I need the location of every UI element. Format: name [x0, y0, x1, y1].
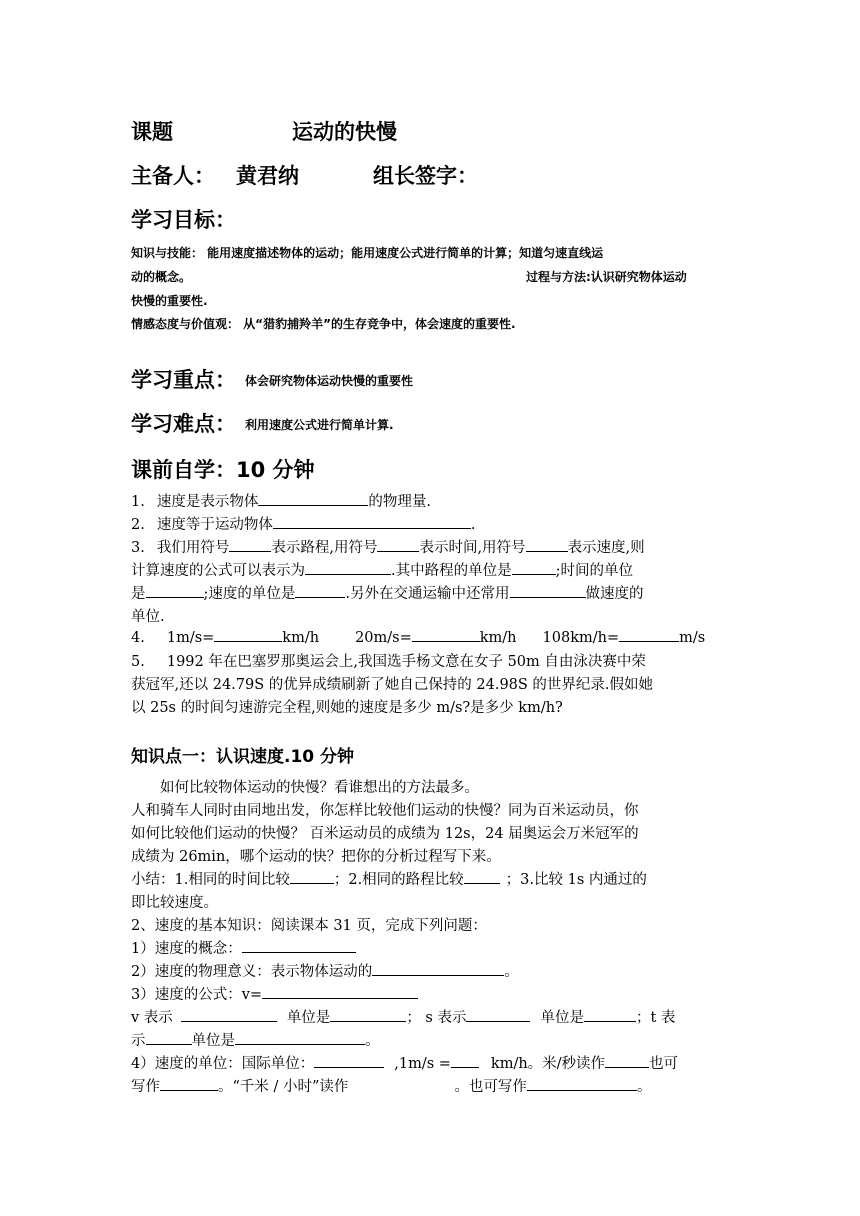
objectives-line4: 情感态度与价值观： 从“猎豹捕羚羊”的生存竞争中，体会速度的重要性. — [131, 317, 516, 331]
q5-line2: 获冠军,还以 24.79S 的优异成绩刷新了她自己保持的 24.98S 的世界纪录.假如她 — [131, 677, 654, 693]
k1-sum-a: 小结：1.相同的时间比较 — [131, 872, 290, 888]
q3-blank-formula[interactable] — [305, 561, 391, 575]
q3-num: 3. — [131, 540, 145, 556]
q3-l3b: ;速度的单位是 — [203, 586, 296, 602]
q4-b: km/h — [282, 630, 320, 646]
objectives-line3: 快慢的重要性. — [131, 294, 208, 308]
q3-l1d: 表示速度,则 — [567, 540, 645, 556]
q3-line1 — [131, 536, 645, 557]
k1-p4: 成绩为 26min，哪个运动的快？把你的分析过程写下来。 — [131, 849, 501, 865]
objectives-line1: 知识与技能： 能用速度描述物体的运动；能用速度公式进行简单的计算；知道匀速直线运 — [131, 246, 604, 260]
k1-t-unit-blank[interactable] — [235, 1031, 365, 1045]
k1-concept-line — [131, 937, 356, 958]
q3-blank-speed-unit[interactable] — [295, 584, 345, 598]
k1-meaning-blank[interactable] — [372, 962, 504, 976]
k1-t-c: 。 — [365, 1033, 380, 1049]
k1-p2: 人和骑车人同时由同地出发，你怎样比较他们运动的快慢？同为百米运动员，你 — [131, 803, 639, 819]
k1-w-c: 。也可写作 — [454, 1079, 527, 1095]
k1-unit-a: 4）速度的单位：国际单位： — [131, 1056, 315, 1072]
q2-blank[interactable] — [273, 515, 471, 529]
k1-summary-line — [131, 868, 647, 889]
q4-f: m/s — [679, 630, 706, 646]
q5-l1: 1992 年在巴塞罗那奥运会上,我国选手杨文意在女子 50m 自由泳决赛中荣 — [166, 654, 646, 670]
q3-line2 — [131, 559, 633, 580]
q3-l1b: 表示路程,用符号 — [271, 540, 378, 556]
q3-blank-s[interactable] — [229, 538, 271, 552]
q3-l2c: ;时间的单位 — [555, 563, 633, 579]
k1-v-e: ；t 表 — [635, 1010, 676, 1026]
k1-p1: 如何比较物体运动的快慢？看谁想出的方法最多。 — [160, 780, 479, 796]
k1-v-d: 单位是 — [540, 1010, 584, 1026]
k1-formula: 3）速度的公式：v= — [131, 987, 263, 1003]
k1-conv-blank[interactable] — [451, 1054, 479, 1068]
k1-si-unit-blank[interactable] — [314, 1054, 384, 1068]
k1-formula-line — [131, 983, 418, 1004]
q3-l2a: 计算速度的公式可以表示为 — [131, 563, 305, 579]
q4-blank-1[interactable] — [214, 628, 282, 642]
q3-blank-distance-unit[interactable] — [512, 561, 556, 575]
k1-sum-blank-2[interactable] — [464, 870, 500, 884]
k1-s-blank[interactable] — [466, 1008, 530, 1022]
k1-meaning-b: 。 — [504, 964, 519, 980]
preview-heading: 课前自学：10 分钟 — [131, 458, 315, 482]
k1-basics: 2、速度的基本知识：阅读课本 31 页，完成下列问题： — [131, 918, 487, 934]
k1-s-unit-blank[interactable] — [584, 1008, 636, 1022]
q3-l1c: 表示时间,用符号 — [419, 540, 526, 556]
k1-meaning-line — [131, 960, 519, 981]
topic-value: 运动的快慢 — [292, 120, 397, 144]
q1-blank[interactable] — [258, 492, 368, 506]
q2-line — [131, 513, 475, 534]
q4-a: 1m/s= — [166, 630, 215, 646]
k1-unit-line — [131, 1052, 678, 1073]
k1-v-a: v 表示 — [131, 1010, 173, 1026]
k1-sum-blank-1[interactable] — [290, 870, 334, 884]
k1-w-d: 。 — [636, 1079, 652, 1095]
k1-sum-b: ；2.相同的路程比较 — [333, 872, 464, 888]
k1-concept-blank[interactable] — [242, 939, 356, 953]
preparer-label: 主备人： — [131, 164, 215, 188]
q3-blank-t[interactable] — [377, 538, 419, 552]
q3-blank-time-unit[interactable] — [146, 584, 204, 598]
preparer-name: 黄君纳 — [236, 164, 299, 188]
k1-sum-c: ；3.比较 1s 内通过的 — [505, 872, 647, 888]
q3-blank-traffic-unit[interactable] — [510, 584, 586, 598]
k1-w-b: 。“千米 / 小时”读作 — [218, 1079, 349, 1095]
k1-v-unit-blank[interactable] — [330, 1008, 406, 1022]
q4-e: 108km/h= — [542, 630, 620, 646]
q3-l3d: 做速度的 — [585, 586, 644, 602]
q2-text-a: 速度等于运动物体 — [156, 517, 273, 533]
k1-formula-blank[interactable] — [262, 985, 418, 999]
k1-t-blank[interactable] — [146, 1031, 192, 1045]
leader-sign-label: 组长签字： — [373, 164, 478, 188]
k1-t-a: 示 — [131, 1033, 146, 1049]
difficulty-text: 利用速度公式进行简单计算. — [245, 418, 394, 432]
k1-unit-c: km/h。米/秒读作 — [490, 1056, 606, 1072]
k1-read-blank[interactable] — [605, 1054, 649, 1068]
k1-t-b: 单位是 — [191, 1033, 235, 1049]
q4-line — [131, 628, 705, 646]
k1-v-line — [131, 1006, 675, 1027]
q1-num: 1. — [131, 494, 145, 510]
q4-blank-3[interactable] — [619, 628, 679, 642]
q3-l2b: .其中路程的单位是 — [391, 563, 512, 579]
k1-t-line — [131, 1029, 380, 1050]
k1-v-blank[interactable] — [181, 1008, 277, 1022]
k1-unit-b: ,1m/s = — [394, 1056, 451, 1072]
q4-d: km/h — [479, 630, 517, 646]
k1-write-line — [131, 1075, 651, 1096]
q3-blank-v[interactable] — [526, 538, 568, 552]
k1-write-blank[interactable] — [160, 1077, 218, 1091]
q1-line — [131, 490, 431, 511]
q1-text-a: 速度是表示物体 — [156, 494, 259, 510]
k1-w-a: 写作 — [131, 1079, 160, 1095]
k1-unit-d: 也可 — [649, 1056, 679, 1072]
q5-num: 5. — [131, 654, 145, 670]
q4-c: 20m/s= — [355, 630, 412, 646]
focus-heading: 学习重点： — [131, 368, 236, 392]
k1-sum-d: 即比较速度。 — [131, 895, 218, 911]
q3-l3c: .另外在交通运输中还常用 — [345, 586, 510, 602]
k1-p3: 如何比较他们运动的快慢？ 百米运动员的成绩为 12s，24 届奥运会万米冠军的 — [131, 826, 639, 842]
k1-meaning-a: 2）速度的物理意义：表示物体运动的 — [131, 964, 373, 980]
q3-l3a: 是 — [131, 586, 146, 602]
q4-blank-2[interactable] — [412, 628, 480, 642]
objectives-line2a: 动的概念。 — [131, 270, 192, 284]
k1-kmh-write-blank[interactable] — [527, 1077, 637, 1091]
q3-line3 — [131, 582, 644, 603]
q2-num: 2. — [131, 517, 145, 533]
q1-text-b: 的物理量. — [368, 494, 431, 510]
q3-line4: 单位. — [131, 609, 165, 625]
k1-v-b: 单位是 — [286, 1010, 331, 1026]
q4-num: 4. — [131, 630, 145, 646]
k1-v-c: ； s 表示 — [406, 1010, 467, 1026]
objectives-heading: 学习目标： — [131, 208, 236, 232]
q2-text-b: . — [470, 517, 476, 533]
focus-text: 体会研究物体运动快慢的重要性 — [245, 374, 414, 388]
q5-line3: 以 25s 的时间匀速游完全程,则她的速度是多少 m/s?是多少 km/h? — [131, 700, 563, 716]
objectives-line2b: 过程与方法:认识研究物体运动 — [526, 270, 687, 284]
difficulty-heading: 学习难点： — [131, 412, 236, 436]
topic-label: 课题 — [131, 120, 173, 144]
q3-l1a: 我们用符号 — [156, 540, 230, 556]
k1-concept: 1）速度的概念： — [131, 941, 242, 957]
knowledge1-heading: 知识点一：认识速度.10 分钟 — [131, 747, 355, 767]
q5-line1 — [131, 650, 646, 671]
